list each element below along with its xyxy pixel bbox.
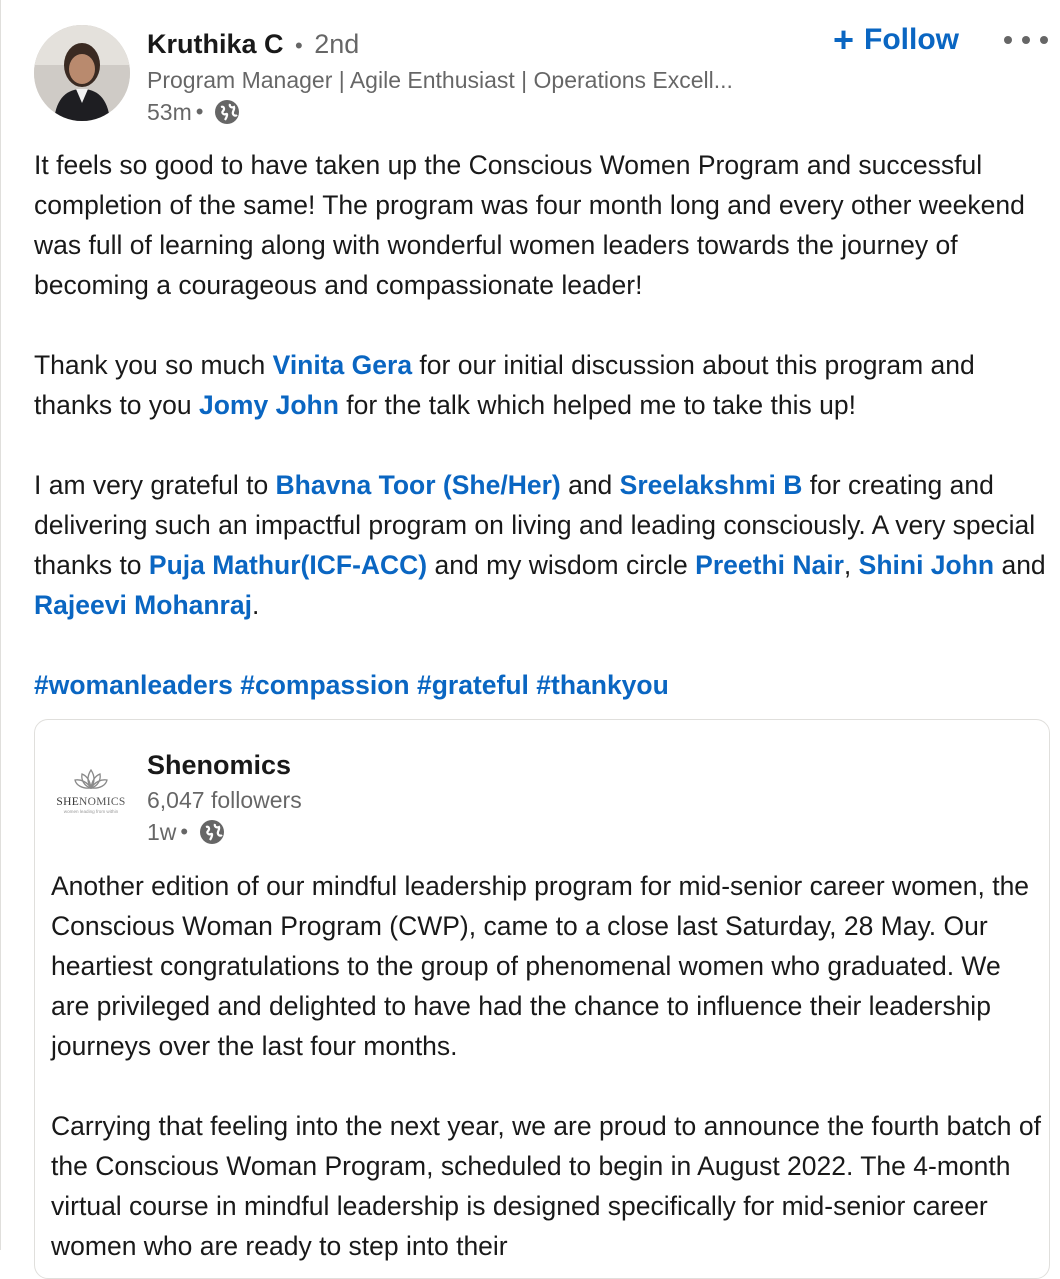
org-name[interactable]: Shenomics xyxy=(147,750,292,780)
post-time: 53m xyxy=(147,99,192,125)
hashtag-link[interactable]: #grateful xyxy=(416,670,529,700)
author-name[interactable]: Kruthika C xyxy=(147,29,284,59)
logo-tagline: women leading from within xyxy=(63,809,119,814)
globe-icon xyxy=(198,818,226,846)
separator-dot: • xyxy=(295,33,303,58)
shared-post-time: 1w xyxy=(147,819,177,845)
post-paragraph-1: It feels so good to have taken up the Conscious Women Program and successful completion of the same! The program was four month long and every other weekend was full of learning along with wonderful women leaders towards the journey of becoming a courageous and compassionate leader! xyxy=(34,150,1025,300)
avatar-photo-icon xyxy=(34,25,130,121)
mention-link[interactable]: Preethi Nair xyxy=(695,550,844,580)
shared-post-meta xyxy=(147,816,226,848)
text-span: and xyxy=(994,550,1046,580)
shared-paragraph-1: Another edition of our mindful leadership program for mid-senior career women, the Conscious Woman Program (CWP), came to a close last Saturday, 28 May. Our heartiest congratulations to the group of phenomenal women who graduated. We are privileged and delighted to have had the chance to influence their leadership journeys over the last four months. xyxy=(51,871,1030,1061)
mention-link[interactable]: Bhavna Toor (She/Her) xyxy=(275,470,561,500)
mention-link[interactable]: Rajeevi Mohanraj xyxy=(34,590,252,620)
ellipsis-dot xyxy=(1004,36,1012,44)
post-meta xyxy=(147,96,241,128)
org-logo[interactable] xyxy=(49,754,133,826)
post-body xyxy=(34,145,1054,705)
separator-dot: • xyxy=(195,99,204,124)
separator-dot: • xyxy=(180,819,189,844)
hashtag-row xyxy=(34,665,1054,705)
text-span: and my wisdom circle xyxy=(427,550,696,580)
post-paragraph-2 xyxy=(34,345,1054,425)
follow-label: Follow xyxy=(864,23,960,56)
more-options-icon[interactable] xyxy=(1004,28,1048,52)
hashtag-link[interactable]: #thankyou xyxy=(536,670,669,700)
hashtag-link[interactable]: #compassion xyxy=(240,670,410,700)
shared-post-card[interactable] xyxy=(34,719,1050,1279)
ellipsis-dot xyxy=(1040,36,1048,44)
mention-link[interactable]: Vinita Gera xyxy=(272,350,413,380)
mention-link[interactable]: Jomy John xyxy=(199,390,339,420)
connection-degree: 2nd xyxy=(314,29,360,59)
mention-link[interactable]: Sreelakshmi B xyxy=(619,470,803,500)
text-span: I am very grateful to xyxy=(34,470,276,500)
shared-post-body xyxy=(51,866,1041,1279)
post-paragraph-3 xyxy=(34,465,1054,625)
ellipsis-dot xyxy=(1022,36,1030,44)
globe-icon xyxy=(213,98,241,126)
lotus-icon xyxy=(75,770,107,788)
text-span: and xyxy=(560,470,620,500)
author-headline: Program Manager | Agile Enthusiast | Operations Excell... xyxy=(147,67,733,93)
author-name-row xyxy=(147,26,359,64)
logo-wordmark: SHENOMICS xyxy=(56,796,126,808)
hashtag-link[interactable]: #womanleaders xyxy=(34,670,233,700)
text-span: . xyxy=(251,590,260,620)
org-followers: 6,047 followers xyxy=(147,787,302,813)
author-avatar[interactable] xyxy=(34,25,130,121)
mention-link[interactable]: Shini John xyxy=(858,550,995,580)
plus-icon: + xyxy=(833,19,855,60)
follow-button[interactable] xyxy=(833,19,960,60)
shared-paragraph-2: Carrying that feeling into the next year, we are proud to announce the fourth batch of the Conscious Woman Program, scheduled to begin in August 2022. The 4-month virtual course in mindful leadership is designed specifically for mid-senior career women who are ready to step into their xyxy=(51,1111,1041,1261)
text-span: for our initial discussion about this program and thanks to you xyxy=(34,350,975,420)
text-span: for the talk which helped me to take this up! xyxy=(338,390,856,420)
text-span: Thank you so much xyxy=(34,350,273,380)
mention-link[interactable]: Puja Mathur(ICF-ACC) xyxy=(148,550,428,580)
text-span: for creating and delivering such an impactful program on living and leading consciously. A very special thanks to xyxy=(34,470,1036,580)
text-span: , xyxy=(843,550,859,580)
